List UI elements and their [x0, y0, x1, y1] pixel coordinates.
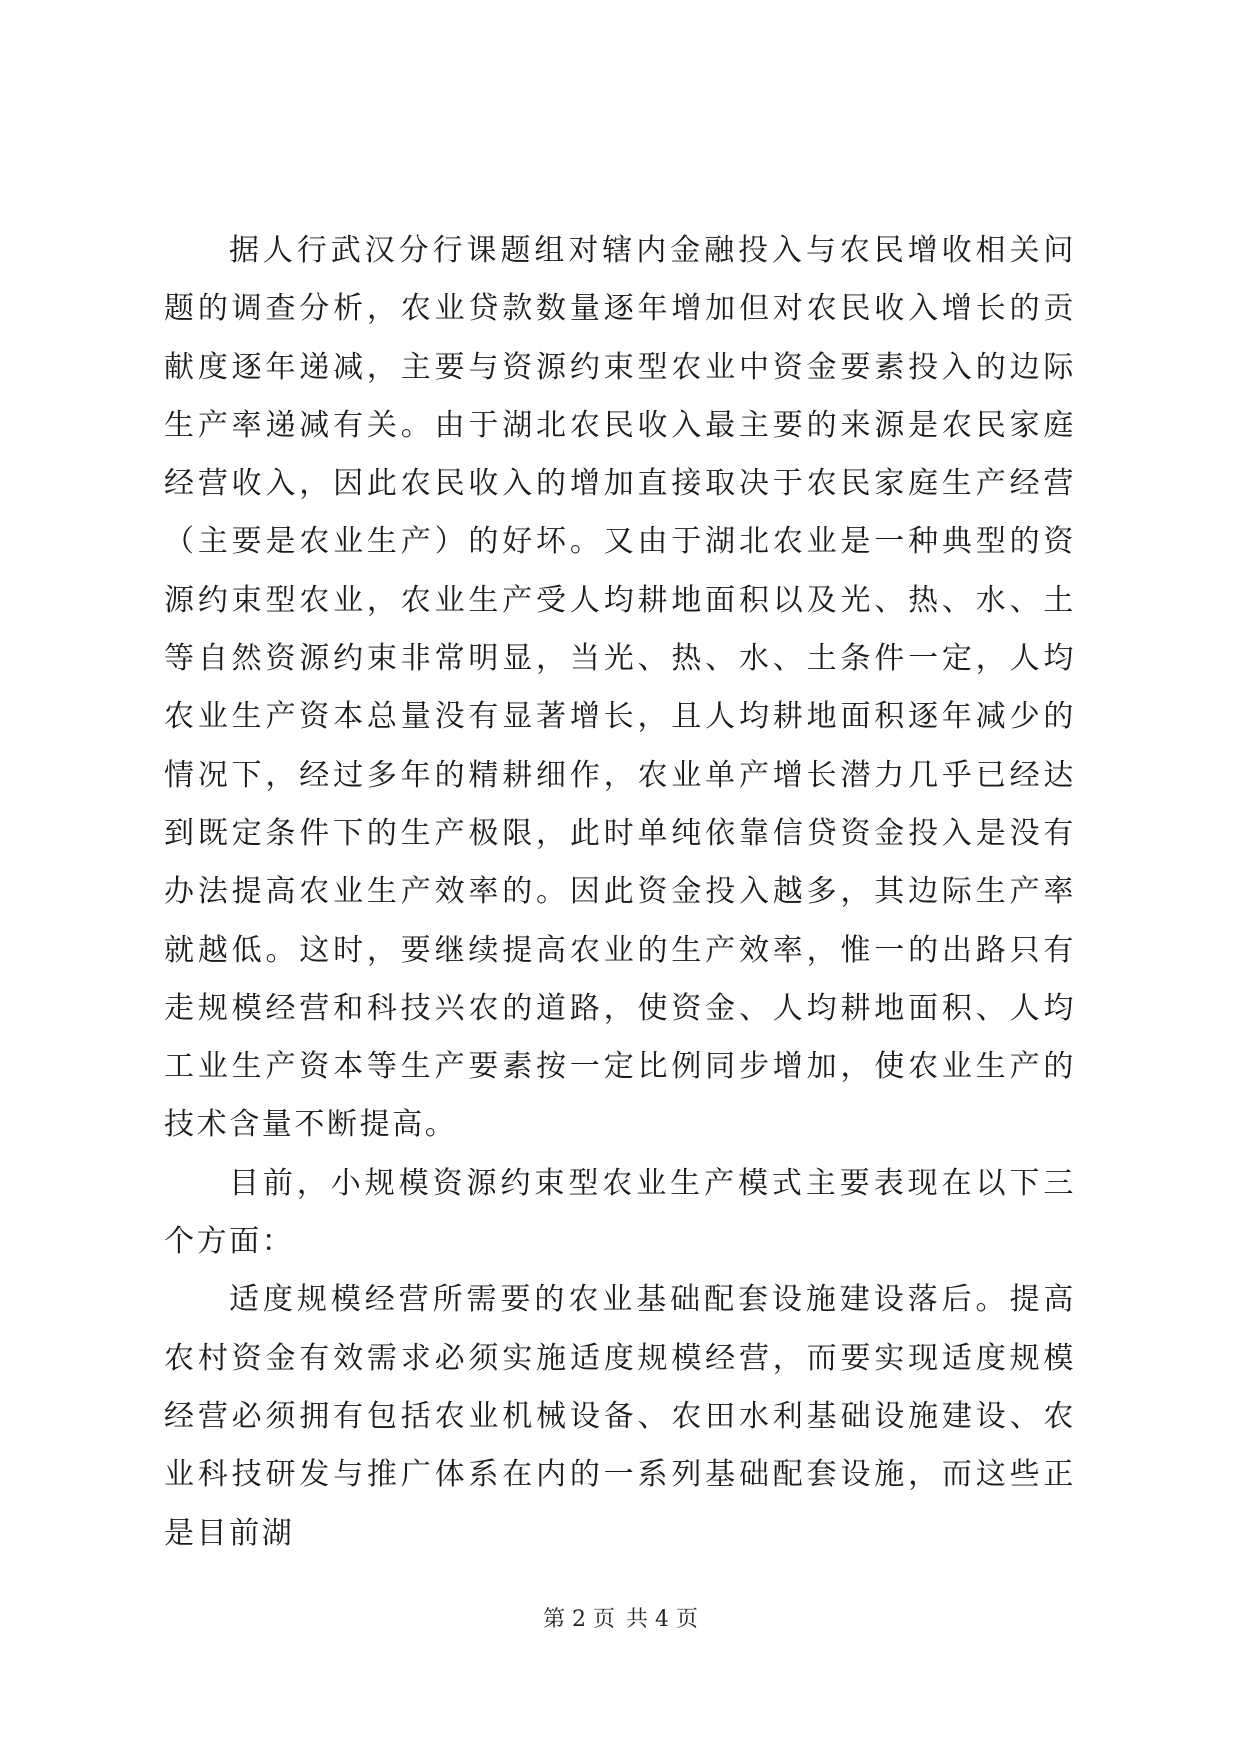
paragraph-3: 适度规模经营所需要的农业基础配套设施建设落后。提高农村资金有效需求必须实施适度规模经营，而要实现适度规模经营必须拥有包括农业机械设备、农田水利基础设施建设、农业科技研发与推广体系在内的一系列基础配套设施，而这些正是目前湖 — [164, 1282, 1076, 1551]
paragraph-1: 据人行武汉分行课题组对辖内金融投入与农民增收相关问题的调查分析，农业贷款数量逐年增加但对农民收入增长的贡献度逐年递减，主要与资源约束型农业中资金要素投入的边际生产率递减有关。由于湖北农民收入最主要的来源是农民家庭经营收入，因此农民收入的增加直接取决于农民家庭生产经营（主要是农业生产）的好坏。又由于湖北农业是一种典型的资源约束型农业，农业生产受人均耕地面积以及光、热、水、土等自然资源约束非常明显，当光、热、水、土条件一定，人均农业生产资本总量没有显著增长，且人均耕地面积逐年减少的情况下，经过多年的精耕细作，农业单产增长潜力几乎已经达到既定条件下的生产极限，此时单纯依靠信贷资金投入是没有办法提高农业生产效率的。因此资金投入越多，其边际生产率就越低。这时，要继续提高农业的生产效率，惟一的出路只有走规模经营和科技兴农的道路，使资金、人均耕地面积、人均工业生产资本等生产要素按一定比例同步增加，使农业生产的技术含量不断提高。 — [164, 233, 1076, 1143]
page-number: 第 2 页 — [543, 1607, 615, 1632]
body-text — [164, 222, 1076, 1563]
page-total: 共 4 页 — [626, 1607, 698, 1632]
paragraph-2: 目前，小规模资源约束型农业生产模式主要表现在以下三个方面： — [164, 1165, 1076, 1260]
page-footer — [0, 1605, 1241, 1635]
